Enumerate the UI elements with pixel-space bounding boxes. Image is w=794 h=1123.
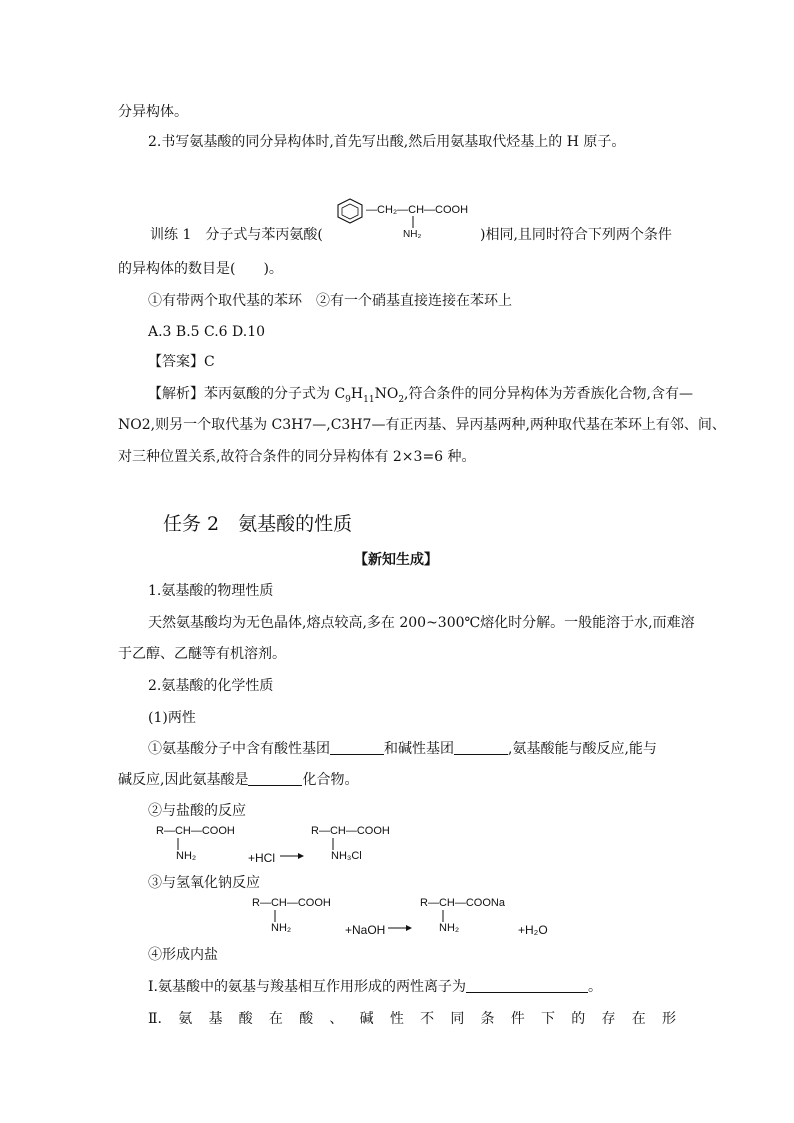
text-line: ②与盐酸的反应	[148, 803, 246, 819]
text-line: 于乙醇、乙醚等有机溶剂。	[118, 646, 286, 662]
benzene-ring-icon	[334, 197, 366, 225]
text-line: 碱反应,因此氨基酸是 化合物。	[118, 772, 359, 788]
amino-group-label: NH₂	[271, 922, 292, 934]
bond-line	[273, 910, 277, 922]
exercise-text: )相同,且同时符合下列两个条件	[480, 227, 672, 243]
reagent-label: +NaOH	[345, 923, 386, 937]
section-heading: 任务 2 氨基酸的性质	[163, 513, 353, 535]
bond-line	[411, 216, 415, 228]
blank-zwitterion[interactable]	[466, 978, 588, 993]
condition-line: ①有带两个取代基的苯环 ②有一个硝基直接连接在苯环上	[148, 293, 512, 309]
text-line-spaced: Ⅱ. 氨 基 酸 在 酸 、 碱 性 不 同 条 件 下 的 存 在 形	[148, 1011, 676, 1027]
explanation-line: 【解析】苯丙氨酸的分子式为 $C_9H_{11}NO_2$,符合条件的同分异构体为芳香族化合物,含有—	[148, 386, 693, 405]
amino-group-label: NH₂	[176, 850, 197, 862]
bond-line	[331, 838, 335, 850]
text-line: 分异构体。	[118, 104, 188, 120]
arrow-right-icon	[388, 923, 412, 933]
explanation-line: NO2,则另一个取代基为 C3H7—,C3H7—有正丙基、异丙基两种,两种取代基在苯环上有邻、间、	[118, 417, 726, 433]
ammonium-group-label: NH₃Cl	[331, 850, 362, 862]
text-line: (1)两性	[148, 710, 196, 726]
phenylalanine-nh2: NH₂	[403, 229, 422, 240]
text-line: Ⅰ.氨基酸中的氨基与羧基相互作用形成的两性离子为 。	[148, 979, 602, 995]
reagent-label: +HCl	[248, 851, 276, 865]
text-line: 1.氨基酸的物理性质	[148, 583, 274, 599]
product-formula: R—CH—COONa	[420, 897, 505, 909]
text-line: ③与氢氧化钠反应	[148, 875, 260, 891]
text-line: 天然氨基酸均为无色晶体,熔点较高,多在 200~300℃熔化时分解。一般能溶于水,而难溶	[148, 615, 695, 631]
amino-acid-formula: R—CH—COOH	[252, 897, 331, 909]
text-line: ①氨基酸分子中含有酸性基团 和碱性基团 ,氨基酸能与酸反应,能与	[148, 741, 657, 757]
explanation-line: 对三种位置关系,故符合条件的同分异构体有 2×3=6 种。	[118, 449, 476, 465]
product-water-label: +H₂O	[518, 923, 548, 937]
arrow-right-icon	[280, 851, 304, 861]
amino-acid-formula: R—CH—COOH	[156, 825, 235, 837]
text-line: 的异构体的数目是( )。	[118, 261, 283, 277]
text-line: 2.书写氨基酸的同分异构体时,首先写出酸,然后用氨基取代烃基上的 H 原子。	[148, 134, 626, 150]
bond-line	[441, 910, 445, 922]
options-line: A.3 B.5 C.6 D.10	[148, 324, 266, 340]
exercise-label: 训练 1 分子式与苯丙氨酸(	[150, 227, 323, 243]
blank-base-group[interactable]	[454, 740, 508, 755]
answer-line: 【答案】C	[148, 354, 215, 370]
text-line: ④形成内盐	[148, 947, 218, 963]
blank-acid-group[interactable]	[330, 740, 384, 755]
phenylalanine-chain: —CH₂—CH—COOH	[366, 204, 469, 216]
text-line: 2.氨基酸的化学性质	[148, 678, 274, 694]
blank-compound-type[interactable]	[248, 771, 302, 786]
amino-group-label: NH₂	[439, 922, 460, 934]
product-formula: R—CH—COOH	[311, 825, 390, 837]
bond-line	[176, 838, 180, 850]
subsection-heading: 【新知生成】	[354, 552, 438, 568]
